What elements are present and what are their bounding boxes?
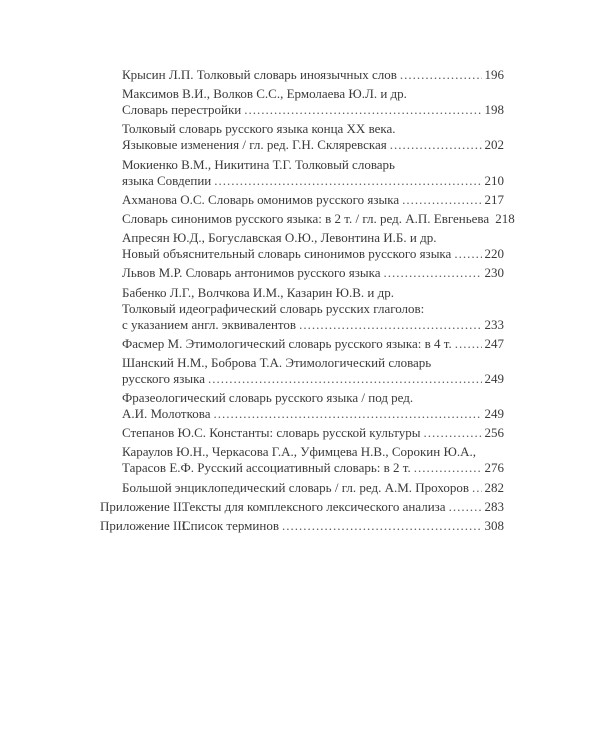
toc-entry-text: с указанием англ. эквивалентов — [122, 316, 297, 332]
toc-entry-text: Ахманова О.С. Словарь омонимов русского языка — [122, 191, 400, 207]
appendix-title: Список терминов — [182, 518, 279, 533]
toc-entry-line — [122, 390, 504, 406]
toc-entry-text: Словарь синонимов русского языка: в 2 т. / гл. ред. А.П. Евгеньева — [122, 210, 490, 226]
toc-entry-text: Большой энциклопедический словарь / гл. ред. А.М. Прохоров — [122, 479, 470, 495]
dot-leader — [244, 102, 481, 118]
toc-entry-text: Максимов В.И., Волков С.С., Ермолаева Ю.Л. и др. — [122, 86, 407, 102]
toc-entry-text — [100, 499, 446, 515]
dot-leader — [214, 173, 481, 189]
page-number: 196 — [484, 67, 504, 82]
toc-entry-text: Словарь перестройки — [122, 102, 242, 118]
page-number: 202 — [484, 137, 504, 153]
toc-entry-line — [122, 317, 504, 333]
page-number: 217 — [484, 191, 504, 207]
page-number: 247 — [484, 335, 504, 351]
toc-entry-line — [122, 246, 504, 262]
toc-entry-line — [122, 86, 504, 102]
toc-entry-line — [122, 460, 504, 476]
toc-entry-text: Караулов Ю.Н., Черкасова Г.А., Уфимцева Н.В., Сорокин Ю.А., — [122, 444, 476, 460]
page-number: 218 — [495, 210, 515, 226]
dot-leader — [454, 246, 481, 262]
toc-entry-line — [100, 518, 504, 534]
page-number: 233 — [484, 316, 504, 332]
dot-leader — [400, 67, 482, 83]
dot-leader — [299, 317, 481, 333]
toc-appendix-entry — [100, 518, 504, 534]
toc-entry-text: Шанский Н.М., Боброва Т.А. Этимологический словарь — [122, 354, 432, 370]
toc-entry — [100, 67, 504, 83]
dot-leader — [424, 425, 482, 441]
toc-entry-line — [122, 285, 504, 301]
toc-entry — [100, 157, 504, 189]
toc-entry — [100, 480, 504, 496]
toc-entry-line — [100, 499, 504, 515]
appendix-title: Тексты для комплексного лексического анализа — [182, 498, 446, 514]
toc-entry-line — [122, 265, 504, 281]
toc-entry-text: Апресян Ю.Д., Богуславская О.Ю., Левонтина И.Б. и др. — [122, 230, 437, 246]
dot-leader — [449, 499, 482, 515]
toc-entry — [100, 425, 504, 441]
page-number: 230 — [484, 265, 504, 281]
dot-leader — [472, 480, 481, 496]
toc-entry-text: Толковый словарь русского языка конца XX века. — [122, 121, 396, 137]
toc-entry-text: Новый объяснительный словарь синонимов русского языка — [122, 246, 452, 262]
page-number: 256 — [484, 425, 504, 441]
toc-entry-line — [122, 230, 504, 246]
page-number: 308 — [484, 518, 504, 533]
toc-entry-line — [122, 444, 504, 460]
toc-entry-text: русского языка — [122, 370, 206, 386]
toc-entry-text: Бабенко Л.Г., Волчкова И.М., Казарин Ю.В. и др. — [122, 284, 394, 300]
toc-entry-line — [122, 102, 504, 118]
page-number: 210 — [484, 172, 504, 188]
toc-entry-text: Фасмер М. Этимологический словарь русского языка: в 4 т. — [122, 335, 452, 351]
toc-entry-line — [122, 210, 515, 227]
toc-entry-line — [122, 157, 504, 173]
page-number: 276 — [484, 460, 504, 476]
toc-entry — [100, 336, 504, 352]
dot-leader — [213, 406, 481, 422]
toc-entry-text: Мокиенко В.М., Никитина Т.Г. Толковый словарь — [122, 156, 395, 172]
toc-entry-line — [122, 137, 504, 153]
toc-entry-line — [122, 192, 504, 208]
toc-entry-line — [122, 67, 504, 83]
toc-entry — [100, 86, 504, 118]
toc-entry — [100, 444, 504, 476]
page-number: 249 — [484, 406, 504, 422]
toc-entry-line — [122, 301, 504, 317]
toc-entry-line — [122, 406, 504, 422]
toc-entry — [100, 230, 504, 262]
page-number: 198 — [484, 102, 504, 118]
page-number: 220 — [484, 246, 504, 262]
appendix-label: Приложение III. — [100, 518, 190, 533]
toc-entry — [100, 210, 515, 227]
toc-entry — [100, 355, 504, 387]
dot-leader — [402, 192, 481, 208]
toc-entry — [100, 285, 504, 333]
dot-leader — [455, 336, 482, 352]
toc-entry-text: А.И. Молоткова — [122, 406, 211, 422]
toc-entry-line — [122, 425, 504, 441]
toc-entry-line — [122, 355, 504, 371]
page-number: 282 — [484, 479, 504, 495]
toc-entry-text: Степанов Ю.С. Константы: словарь русской культуры — [122, 425, 421, 441]
page-number: 249 — [484, 370, 504, 386]
toc-entry — [100, 192, 504, 208]
toc-entry-line — [122, 121, 504, 137]
dot-leader — [208, 371, 481, 387]
toc-entry-text: языка Совдепии — [122, 172, 212, 188]
toc-entry-text: Языковые изменения / гл. ред. Г.Н. Скляревская — [122, 137, 387, 153]
toc-entry-text: Тарасов Е.Ф. Русский ассоциативный словарь: в 2 т. — [122, 460, 411, 476]
toc-entry-line — [122, 480, 504, 496]
toc-entry — [100, 390, 504, 422]
dot-leader — [282, 518, 482, 534]
appendix-label: Приложение II. — [100, 498, 185, 514]
dot-leader — [383, 265, 481, 281]
table-of-contents — [100, 67, 515, 537]
toc-entry-text: Крысин Л.П. Толковый словарь иноязычных слов — [122, 67, 397, 82]
toc-entry-line — [122, 336, 504, 352]
toc-entry-text — [100, 518, 279, 534]
page-number: 283 — [484, 498, 504, 514]
dot-leader — [414, 460, 482, 476]
toc-entry-text: Фразеологический словарь русского языка / под ред. — [122, 390, 414, 406]
toc-entry-line — [122, 173, 504, 189]
toc-entry-text: Толковый идеографический словарь русских глаголов: — [122, 300, 425, 316]
dot-leader — [390, 137, 482, 153]
toc-entry-text: Львов М.Р. Словарь антонимов русского языка — [122, 265, 381, 281]
toc-appendix-entry — [100, 499, 504, 515]
toc-entry-line — [122, 371, 504, 387]
toc-entry — [100, 265, 504, 281]
toc-entry — [100, 121, 504, 153]
